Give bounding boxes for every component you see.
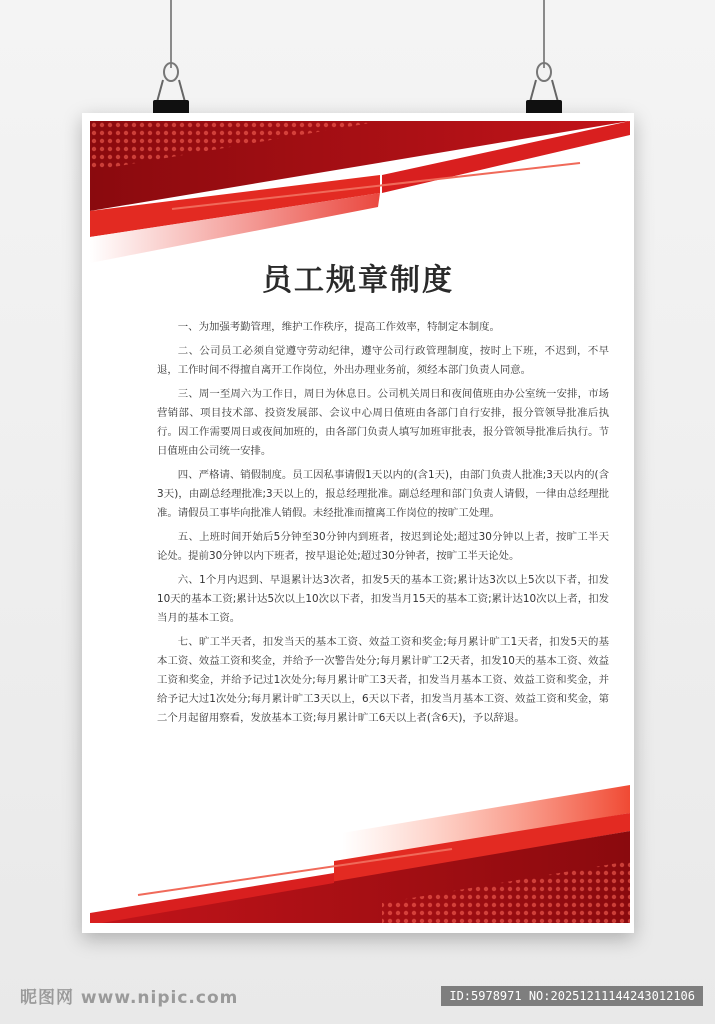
bottom-red-decoration xyxy=(82,773,634,933)
image-id-badge: ID:5978971 NO:20251211144243012106 xyxy=(441,986,703,1006)
rule-paragraph-7: 七、旷工半天者，扣发当天的基本工资、效益工资和奖金;每月累计旷工1天者，扣发5天的基本工资、效益工资和奖金，并给予一次警告处分;每月累计旷工2天者，扣发10天的基本工资、效益工资和奖金，并给予记过1次处分;每月累计旷工3天者，扣发当月基本工资、效益工资和奖金，并给予记大过1次处分;每月累计旷工3天以上，6天以下者，扣发当月基本工资、效益工资和奖金，第二个月起留用察看，发放基本工资;每月累计旷工6天以上者(含6天)，予以辞退。 xyxy=(157,636,609,724)
rule-paragraph-1: 一、为加强考勤管理，维护工作秩序，提高工作效率，特制定本制度。 xyxy=(177,321,500,333)
rule-paragraph-5: 五、上班时间开始后5分钟至30分钟内到班者，按迟到论处;超过30分钟以上者，按旷工半天论处。提前30分钟以内下班者，按早退论处;超过30分钟者，按旷工半天论处。 xyxy=(157,531,609,562)
rule-paragraph-6: 六、1个月内迟到、早退累计达3次者，扣发5天的基本工资;累计达3次以上5次以下者，扣发10天的基本工资;累计达5次以上10次以下者，扣发当月15天的基本工资;累计达10次以上者，扣发当月的基本工资。 xyxy=(157,574,609,624)
page-title: 员工规章制度 xyxy=(262,263,454,298)
rule-paragraph-3: 三、周一至周六为工作日，周日为休息日。公司机关周日和夜间值班由办公室统一安排，市场营销部、项目技术部、投资发展部、会议中心周日值班由各部门自行安排，报分管领导批准后执行。因工作需要周日或夜间加班的，由各部门负责人填写加班审批表，报分管领导批准后执行。节日值班由公司统一安排。 xyxy=(157,388,609,457)
rules-body xyxy=(157,318,609,733)
hanging-wire-left xyxy=(170,0,172,68)
site-watermark: 昵图网 www.nipic.com xyxy=(20,988,239,1008)
hanging-wire-right xyxy=(543,0,545,68)
poster xyxy=(82,113,634,933)
rule-paragraph-4: 四、严格请、销假制度。员工因私事请假1天以内的(含1天)，由部门负责人批准;3天以内的(含3天)，由副总经理批准;3天以上的，报总经理批准。副总经理和部门负责人请假，一律由总经理批准。请假员工事毕向批准人销假。未经批准而擅离工作岗位的按旷工处理。 xyxy=(157,469,609,519)
rule-paragraph-2: 二、公司员工必须自觉遵守劳动纪律，遵守公司行政管理制度，按时上下班，不迟到，不早退，工作时间不得擅自离开工作岗位，外出办理业务前，须经本部门负责人同意。 xyxy=(157,345,609,376)
